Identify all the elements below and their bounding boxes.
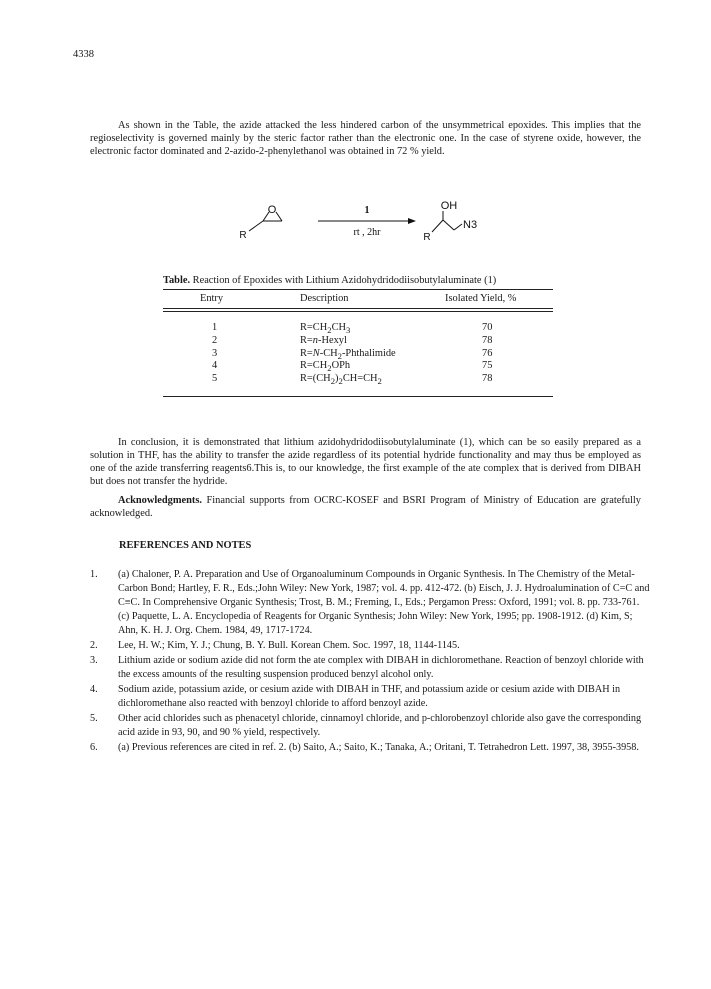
reference-item — [90, 568, 650, 638]
table-caption-text: Reaction of Epoxides with Lithium Azidohydridodiisobutylaluminate (1) — [192, 275, 497, 286]
acknowledgments-text: Financial supports from OCRC-KOSEF and BSRI Program of Ministry of Education are gratefully acknowledged. — [90, 495, 641, 519]
reaction-scheme — [0, 198, 711, 254]
table-caption — [163, 275, 496, 286]
cell-yield: 75 — [482, 360, 493, 371]
reference-number: 2. — [90, 640, 98, 651]
cell-entry: 2 — [212, 335, 218, 346]
reference-item — [90, 712, 650, 740]
table-label: Table. — [163, 275, 191, 286]
intro-text: As shown in the Table, the azide attacked the less hindered carbon of the unsymmetrical epoxides. This implies that the regioselectivity is governed mainly by the steric factor rather than the electronic one. In the case of styrene oxide, however, the electronic factor dominated and 2-azido-2-phenylethanol was obtained in 72 % yield. — [90, 120, 641, 157]
cell-description: $R=N-CH_2$-Phthalimide — [300, 348, 396, 362]
cell-entry: 3 — [212, 348, 218, 359]
acknowledgments-label: Acknowledgments. — [118, 495, 202, 506]
cell-yield: 76 — [482, 348, 493, 359]
reference-item — [90, 741, 650, 755]
cell-description: $R=CH_2OPh$ — [300, 360, 351, 374]
cell-entry: 1 — [212, 322, 218, 333]
reagent-label: 1 — [364, 205, 370, 216]
acknowledgments-paragraph — [90, 494, 641, 520]
conclusion-text: In conclusion, it is demonstrated that lithium azidohydridodiisobutylaluminate (1), which can be so easily prepared as a solution in THF, has the ability to transfer the azide regardless of its potential hydride functionality and may thus be employed as one of the azide transferring reagents6.This is, to our knowledge, the first example of the ate complex that is derived from DIBAH but does not transfer the hydride. — [90, 437, 641, 487]
reference-text: (a) Previous references are cited in ref. 2. (b) Saito, A.; Saito, K.; Tanaka, A.; Oritani, T. Tetrahedron Lett. 1997, 38, 3955-3958. — [118, 742, 639, 753]
cell-yield: 70 — [482, 322, 493, 333]
reference-number: 6. — [90, 742, 98, 753]
cell-yield: 78 — [482, 373, 493, 384]
epoxide-structure — [249, 212, 282, 231]
references-list — [90, 568, 650, 756]
product-n3-label: N3 — [463, 219, 478, 231]
cell-description: $R=(CH_2)_2CH=CH_2$ — [300, 373, 382, 387]
table-header-entry: Entry — [200, 293, 224, 304]
references-heading: REFERENCES AND NOTES — [119, 540, 252, 551]
cell-yield: 78 — [482, 335, 493, 346]
table-top-rule — [163, 289, 553, 290]
reference-text: Other acid chlorides such as phenacetyl chloride, cinnamoyl chloride, and p-chlorobenzoyl chloride also gave the corresponding acid azide in 93, 90, and 90 % yield, respectively. — [118, 713, 642, 738]
cell-entry: 4 — [212, 360, 218, 371]
cell-entry: 5 — [212, 373, 218, 384]
table-header-rule-double — [163, 311, 553, 312]
cell-description: R=n-Hexyl — [300, 335, 347, 346]
table-bottom-rule — [163, 396, 553, 397]
reference-number: 1. — [90, 569, 98, 580]
table-header-description: Description — [300, 293, 349, 304]
reference-text: (a) Chaloner, P. A. Preparation and Use of Organoaluminum Compounds in Organic Synthesis. In The Chemistry of the Metal-Carbon Bond; Hartley, F. R., Eds.;John Wiley: New York, 1987; vol. 4. pp. 412-472. (b) Eisch, J. J. Hydroalumination of C=C and C≡C. In Comprehensive Organic Synthesis; Trost, B. M.; Freming, I., Eds.; Pergamon Press: Oxford, 1991; vol. 8. pp. 733-761. (c) Paquette, L. A. Encyclopedia of Reagents for Organic Synthesis; John Wiley: New York, 1995; pp. 1908-1912. (d) Kim, S; Ahn, K. H. J. Org. Chem. 1984, 49, 1717-1724. — [118, 569, 650, 636]
conditions-label: rt , 2hr — [353, 227, 381, 238]
product-structure — [432, 211, 462, 232]
reference-number: 4. — [90, 684, 98, 695]
table-header-yield: Isolated Yield, % — [445, 293, 517, 304]
table-header-rule — [163, 308, 553, 309]
conclusion-paragraph — [90, 436, 641, 488]
page-number: 4338 — [73, 49, 94, 60]
reference-text: Sodium azide, potassium azide, or cesium azide with DIBAH in THF, and potassium azide or cesium azide with DIBAH in dichloromethane also reacted with benzoyl chloride to afford benzoyl azide. — [118, 684, 621, 709]
reference-item — [90, 639, 650, 653]
arrow-head — [408, 218, 416, 224]
reference-number: 3. — [90, 655, 98, 666]
cell-description: $R=CH_2CH_3$ — [300, 322, 351, 336]
epoxide-oxygen-label: O — [267, 204, 277, 216]
reference-text: Lithium azide or sodium azide did not form the ate complex with DIBAH in dichloromethane. Reaction of benzoyl chloride with the excess amounts of the resulting suspension produced benzyl alcohol only. — [118, 655, 644, 680]
reference-text: Lee, H. W.; Kim, Y. J.; Chung, B. Y. Bull. Korean Chem. Soc. 1997, 18, 1144-1145. — [118, 640, 460, 651]
reference-item — [90, 683, 650, 711]
product-oh-label: OH — [440, 200, 458, 212]
product-r-label: R — [423, 232, 431, 243]
reference-number: 5. — [90, 713, 98, 724]
epoxide-r-label: R — [239, 230, 247, 241]
reference-item — [90, 654, 650, 682]
intro-paragraph — [90, 119, 641, 158]
